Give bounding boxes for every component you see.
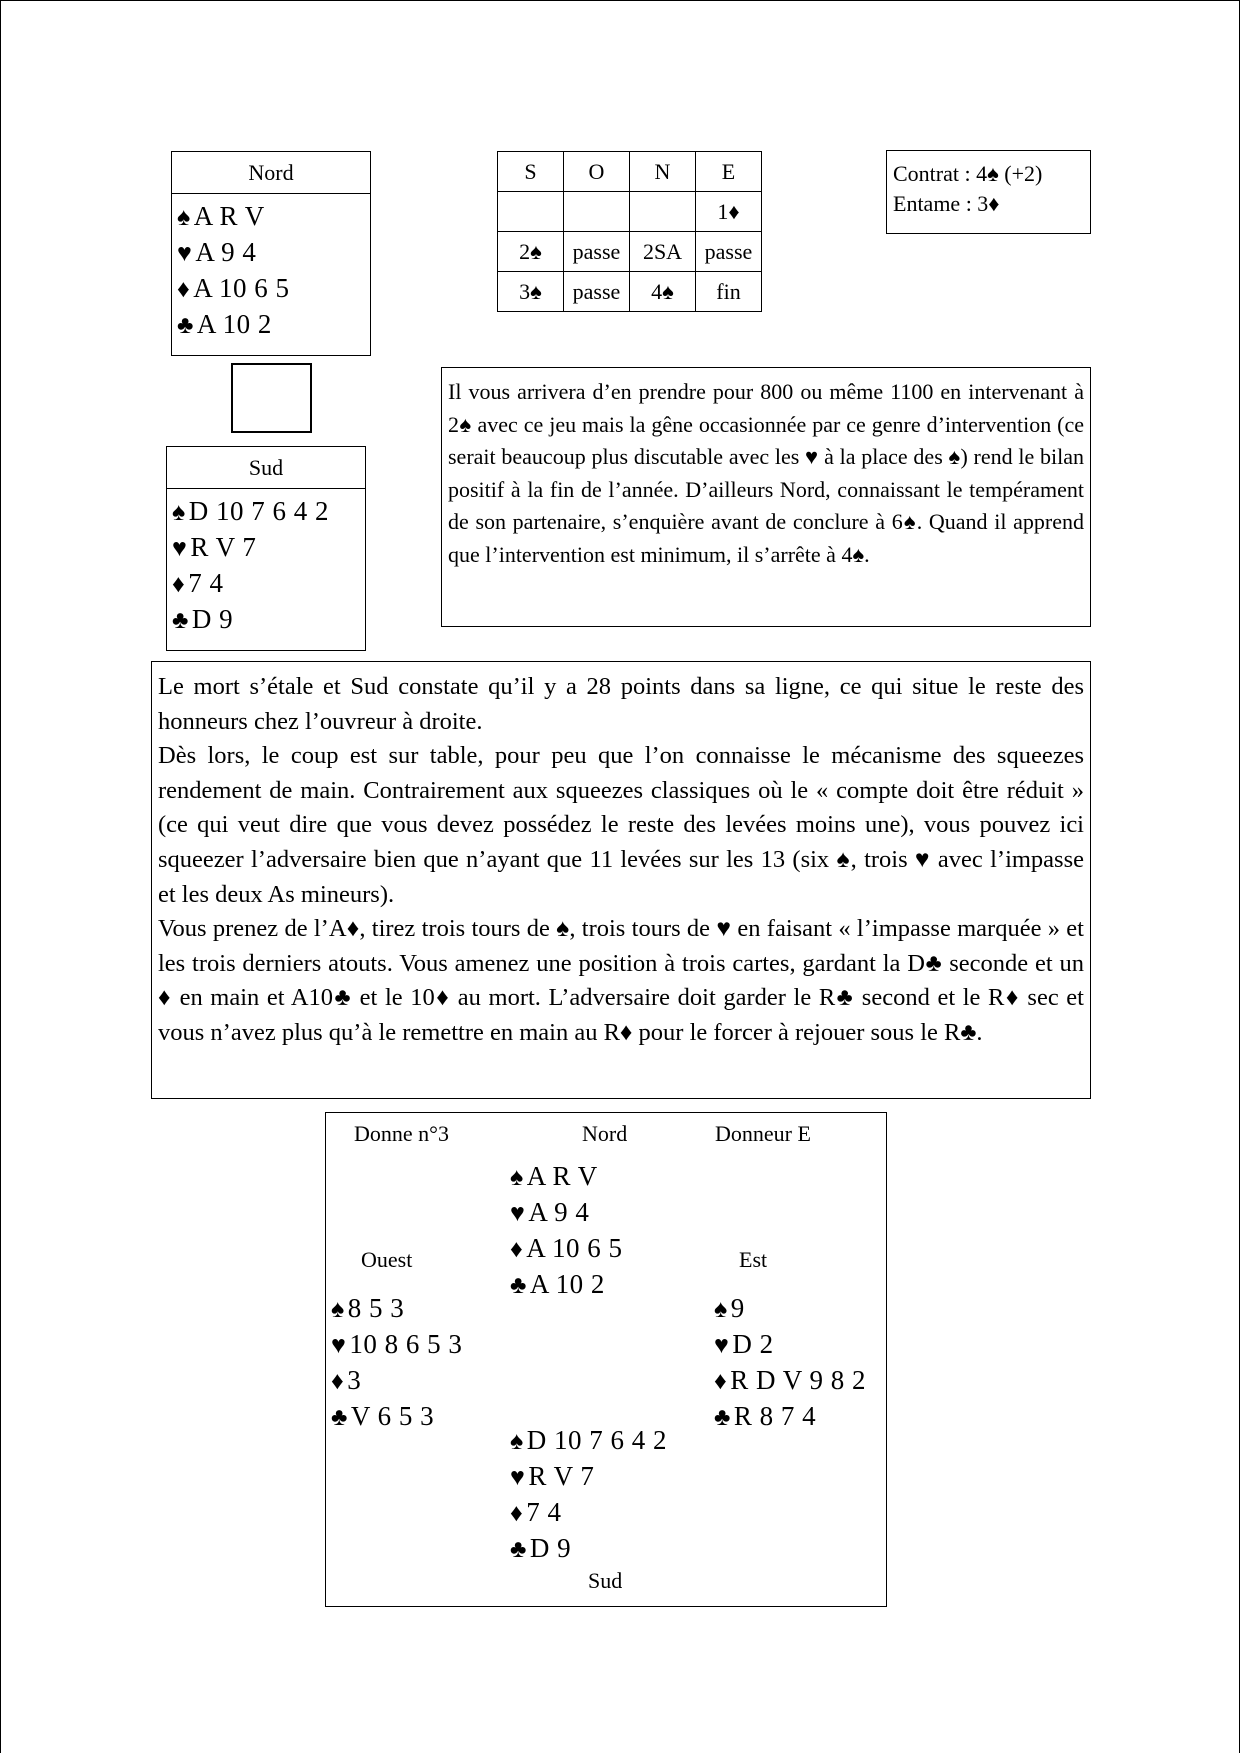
- bid-cell: 3♠: [498, 272, 564, 312]
- bid-cell: [630, 192, 696, 232]
- north-hand-box: [171, 151, 371, 356]
- club-icon: ♣: [510, 1536, 527, 1563]
- comment-box: [441, 367, 1091, 627]
- card-values: 3: [347, 1365, 362, 1395]
- hand-line: [177, 199, 370, 235]
- card-values: R V 7: [190, 532, 257, 562]
- card-values: 7 4: [526, 1497, 562, 1527]
- table-placeholder-box: [231, 363, 312, 433]
- spade-icon: ♠: [172, 499, 186, 526]
- hand-line: [510, 1459, 667, 1495]
- heart-icon: ♥: [510, 1464, 526, 1491]
- hand-line: [172, 566, 365, 602]
- heart-icon: ♥: [331, 1332, 347, 1359]
- hand-line: [510, 1195, 623, 1231]
- analysis-paragraph: Dès lors, le coup est sur table, pour peu que l’on connaisse le mécanisme des squeezes rendement de main. Contrairement aux squeezes classiques où le « compte doit être réduit » (ce qui veut dire que vous devez possédez le reste des levées moins une), vous pouvez ici squeezer l’adversaire bien que n’ayant que 11 levées sur les 13 (six ♠, trois ♥ avec l’impasse et les deux As mineurs).: [158, 742, 1084, 908]
- analysis-paragraph: Le mort s’étale et Sud constate qu’il y a 28 points dans sa ligne, ce qui situe le reste des honneurs chez l’ouvreur à droite.: [158, 673, 1084, 735]
- spade-icon: ♠: [714, 1296, 728, 1323]
- dealer-label: Donneur E: [715, 1121, 811, 1146]
- bid-cell: passe: [564, 232, 630, 272]
- bid-header-south: S: [498, 152, 564, 192]
- deal-north-label: Nord: [582, 1121, 628, 1146]
- hand-line: [714, 1399, 866, 1435]
- diamond-icon: ♦: [510, 1236, 524, 1263]
- diamond-icon: ♦: [714, 1368, 728, 1395]
- hand-line: [510, 1159, 623, 1195]
- hand-line: [172, 530, 365, 566]
- analysis-box: [151, 661, 1091, 1099]
- hand-line: [172, 494, 365, 530]
- contract-line: Contrat : 4♠ (+2): [893, 161, 1043, 186]
- hand-line: [331, 1327, 462, 1363]
- bidding-table: [497, 151, 762, 312]
- heart-icon: ♥: [177, 240, 193, 267]
- bid-header-east: E: [696, 152, 762, 192]
- bid-cell: [498, 192, 564, 232]
- club-icon: ♣: [510, 1272, 527, 1299]
- heart-icon: ♥: [714, 1332, 730, 1359]
- deal-north-hand: [510, 1159, 623, 1303]
- south-title: Sud: [167, 447, 365, 489]
- bid-cell: 1♦: [696, 192, 762, 232]
- card-values: D 9: [191, 604, 234, 634]
- comment-text: Il vous arrivera d’en prendre pour 800 ou même 1100 en intervenant à 2♠ avec ce jeu mais la gêne occasionnée par ce genre d’intervention (ce serait beaucoup plus discutable avec les ♥ à la place des ♠) rend le bilan positif à la fin de l’année. D’ailleurs Nord, connaissant le tempérament de son partenaire, s’enquière avant de conclure à 6♠. Quand il apprend que l’intervention est minimum, il s’arrête à 4♠.: [448, 379, 1084, 567]
- card-values: A 9 4: [195, 237, 257, 267]
- deal-east-label: Est: [739, 1247, 768, 1272]
- deal-south-label: Sud: [588, 1568, 623, 1593]
- deal-east-hand: [714, 1291, 866, 1435]
- board-number: Donne n°3: [354, 1121, 449, 1146]
- club-icon: ♣: [172, 607, 189, 634]
- north-hand-lines: [172, 194, 370, 343]
- south-hand-lines: [167, 489, 365, 638]
- club-icon: ♣: [177, 312, 194, 339]
- club-icon: ♣: [714, 1404, 731, 1431]
- bidding-row: [498, 232, 762, 272]
- deal-diagram: [325, 1112, 887, 1607]
- bid-header-north: N: [630, 152, 696, 192]
- hand-line: [510, 1231, 623, 1267]
- club-icon: ♣: [331, 1404, 348, 1431]
- card-values: D 10 7 6 4 2: [526, 1425, 668, 1455]
- hand-line: [177, 235, 370, 271]
- card-values: R 8 7 4: [733, 1401, 817, 1431]
- card-values: D 9: [529, 1533, 572, 1563]
- card-values: A 10 6 5: [526, 1233, 623, 1263]
- card-values: V 6 5 3: [350, 1401, 435, 1431]
- deal-south-hand: [510, 1423, 667, 1567]
- spade-icon: ♠: [510, 1164, 524, 1191]
- card-values: 9: [730, 1293, 745, 1323]
- bidding-row: [498, 272, 762, 312]
- hand-line: [331, 1399, 462, 1435]
- hand-line: [714, 1291, 866, 1327]
- bid-cell: passe: [696, 232, 762, 272]
- diamond-icon: ♦: [510, 1500, 524, 1527]
- contract-box: [886, 150, 1091, 234]
- spade-icon: ♠: [331, 1296, 345, 1323]
- hand-line: [172, 602, 365, 638]
- bid-cell: [564, 192, 630, 232]
- hand-line: [510, 1531, 667, 1567]
- hand-line: [177, 271, 370, 307]
- analysis-paragraph: Vous prenez de l’A♦, tirez trois tours de ♠, trois tours de ♥ en faisant « l’impasse marquée » et les trois derniers atouts. Vous amenez une position à trois cartes, gardant la D♣ seconde et un ♦ en main et A10♣ et le 10♦ au mort. L’adversaire doit garder le R♣ second et le R♦ sec et vous n’avez plus qu’à le remettre en main au R♦ pour le forcer à rejouer sous le R♣.: [158, 915, 1084, 1046]
- bid-header-west: O: [564, 152, 630, 192]
- spade-icon: ♠: [177, 204, 191, 231]
- diamond-icon: ♦: [172, 571, 186, 598]
- lead-line: Entame : 3♦: [893, 191, 1000, 216]
- heart-icon: ♥: [172, 535, 188, 562]
- heart-icon: ♥: [510, 1200, 526, 1227]
- bid-cell: fin: [696, 272, 762, 312]
- north-title: Nord: [172, 152, 370, 194]
- card-values: A 10 2: [196, 309, 272, 339]
- bid-cell: passe: [564, 272, 630, 312]
- card-values: A R V: [193, 201, 265, 231]
- hand-line: [510, 1267, 623, 1303]
- hand-line: [714, 1327, 866, 1363]
- card-values: A 10 2: [529, 1269, 605, 1299]
- bid-cell: 2SA: [630, 232, 696, 272]
- deal-west-hand: [331, 1291, 462, 1435]
- card-values: A 9 4: [528, 1197, 590, 1227]
- card-values: A 10 6 5: [193, 273, 290, 303]
- hand-line: [177, 307, 370, 343]
- card-values: 10 8 6 5 3: [349, 1329, 463, 1359]
- card-values: 7 4: [188, 568, 224, 598]
- south-hand-box: [166, 446, 366, 651]
- card-values: 8 5 3: [347, 1293, 405, 1323]
- spade-icon: ♠: [510, 1428, 524, 1455]
- hand-line: [331, 1291, 462, 1327]
- hand-line: [714, 1363, 866, 1399]
- diamond-icon: ♦: [177, 276, 191, 303]
- hand-line: [510, 1423, 667, 1459]
- bidding-row: [498, 192, 762, 232]
- hand-line: [331, 1363, 462, 1399]
- hand-line: [510, 1495, 667, 1531]
- card-values: R V 7: [528, 1461, 595, 1491]
- card-values: R D V 9 8 2: [730, 1365, 867, 1395]
- card-values: D 2: [732, 1329, 774, 1359]
- card-values: A R V: [526, 1161, 598, 1191]
- deal-west-label: Ouest: [361, 1247, 413, 1272]
- bid-cell: 2♠: [498, 232, 564, 272]
- diamond-icon: ♦: [331, 1368, 345, 1395]
- bid-cell: 4♠: [630, 272, 696, 312]
- bidding-header-row: [498, 152, 762, 192]
- card-values: D 10 7 6 4 2: [188, 496, 330, 526]
